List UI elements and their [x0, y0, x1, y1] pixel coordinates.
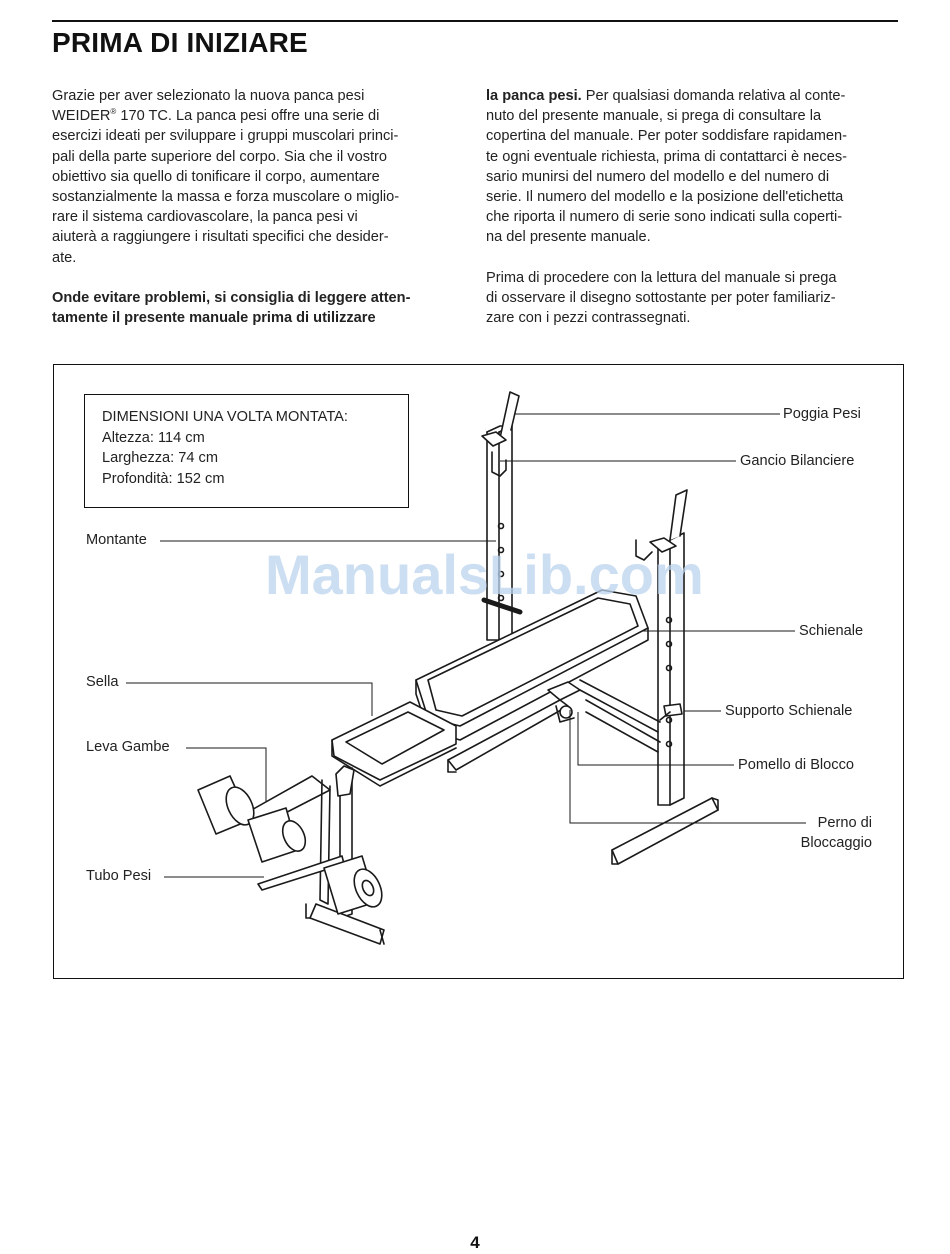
upright-front [636, 490, 687, 805]
text-line: serie. Il numero del modello e la posizione dell'etichetta [486, 189, 844, 206]
text-line-rest: 170 TC. La panca pesi offre una serie di [120, 108, 380, 125]
text-line: pali della parte superiore del corpo. Sia che il vostro [52, 148, 388, 165]
text-line: nuto del presente manuale, si prega di consultare la [486, 108, 822, 125]
text-line: di osservare il disegno sottostante per poter familiariz- [486, 289, 836, 306]
label-pomello-di-blocco: Pomello di Blocco [738, 757, 854, 773]
label-sella: Sella [86, 674, 119, 690]
text-line: sario munirsi del numero del modello e del numero di [486, 168, 830, 185]
dimensions-box [84, 394, 409, 508]
watermark: ManualsLib.com [265, 543, 704, 606]
label-gancio-bilanciere: Gancio Bilanciere [740, 453, 855, 469]
leader-sella [126, 683, 372, 716]
bold-lead-in: la panca pesi. [486, 88, 582, 104]
label-perno-line1: Perno di [817, 815, 872, 831]
label-schienale: Schienale [799, 623, 864, 639]
text-line: Grazie per aver selezionato la nuova panca pesi [52, 88, 365, 104]
label-tubo-pesi: Tubo Pesi [86, 868, 152, 884]
dimensions-heading: DIMENSIONI UNA VOLTA MONTATA: [102, 409, 348, 425]
label-perno-line2: Bloccaggio [800, 835, 872, 851]
text-line: zare con i pezzi contrassegnati. [486, 310, 691, 327]
dimension-depth: Profondità: 152 cm [102, 470, 225, 487]
dimension-width: Larghezza: 74 cm [102, 450, 219, 466]
brand-name: WEIDER [52, 108, 111, 125]
page-title: PRIMA DI INIZIARE [52, 27, 308, 58]
label-supporto-schienale: Supporto Schienale [725, 703, 853, 719]
label-montante: Montante [86, 532, 147, 548]
text-line: rare il sistema cardiovascolare, la panca pesi vi [52, 209, 358, 226]
text-line: copertina del manuale. Per poter soddisfare rapidamen- [486, 128, 847, 145]
label-poggia-pesi: Poggia Pesi [783, 406, 861, 422]
text-line: te ogni eventuale richiesta, prima di contattarci è neces- [486, 148, 847, 165]
text-line: obiettivo sia quello di tonificare il corpo, aumentare [52, 168, 380, 185]
text-line: esercizi ideati per sviluppare i gruppi muscolari princi- [52, 128, 399, 145]
registered-mark: ® [110, 107, 117, 117]
text-line: tamente il presente manuale prima di utilizzare [52, 310, 376, 327]
label-perno-di-bloccaggio [780, 813, 872, 853]
page-number: 4 [470, 1233, 480, 1252]
text-line: Prima di procedere con la lettura del manuale si prega [486, 269, 837, 286]
text-line-rest: Per qualsiasi domanda relativa al conte- [581, 88, 846, 104]
text-line: ate. [52, 249, 77, 266]
dimension-height: Altezza: 114 cm [102, 429, 205, 446]
label-leva-gambe: Leva Gambe [86, 739, 170, 755]
text-line: che riporta il numero di serie sono indicati sulla coperti- [486, 209, 843, 226]
text-line: na del presente manuale. [486, 229, 651, 246]
text-line: aiuterà a raggiungere i risultati specifici che desider- [52, 229, 389, 246]
text-line: sostanzialmente la massa e forza muscolare o miglio- [52, 189, 400, 206]
base-foot [612, 798, 718, 864]
leg-pads [198, 776, 387, 914]
text-line: Onde evitare problemi, si consiglia di leggere atten- [52, 289, 411, 306]
